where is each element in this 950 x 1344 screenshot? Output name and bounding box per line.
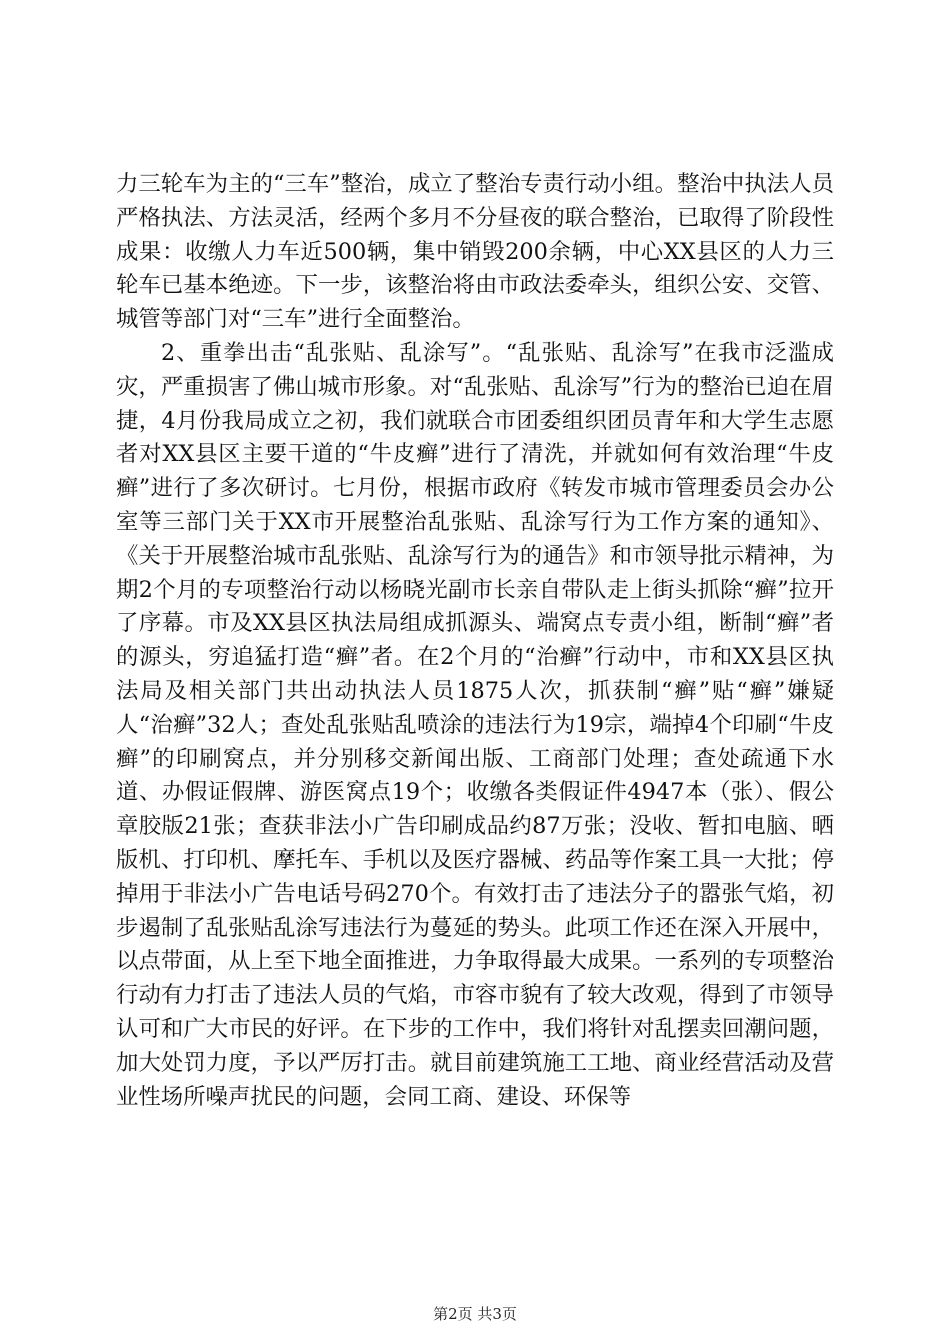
paragraph-1: 力三轮车为主的“三车”整治，成立了整治专责行动小组。整治中执法人员严格执法、方法灵活，经两个多月不分昼夜的联合整治，已取得了阶段性成果：收缴人力车近500辆，集中销毁200余辆，中心XX县区的人力三轮车已基本绝迹。下一步，该整治将由市政法委牵头，组织公安、交管、城管等部门对“三车”进行全面整治。 — [116, 171, 834, 333]
document-body — [116, 168, 834, 1114]
page-footer — [0, 1303, 950, 1324]
paragraph-2: 2、重拳出击“乱张贴、乱涂写”。“乱张贴、乱涂写”在我市泛滥成灾，严重损害了佛山城市形象。对“乱张贴、乱涂写”行为的整治已迫在眉捷，4月份我局成立之初，我们就联合市团委组织团员青年和大学生志愿者对XX县区主要干道的“牛皮癣”进行了清洗，并就如何有效治理“牛皮癣”进行了多次研讨。七月份，根据市政府《转发市城市管理委员会办公室等三部门关于XX市开展整治乱张贴、乱涂写行为工作方案的通知》、《关于开展整治城市乱张贴、乱涂写行为的通告》和市领导批示精神，为期2个月的专项整治行动以杨晓光副市长亲自带队走上街头抓除“癣”拉开了序幕。市及XX县区执法局组成抓源头、端窝点专责小组，断制“癣”者的源头，穷追猛打造“癣”者。在2个月的“治癣”行动中，市和XX县区执法局及相关部门共出动执法人员1875人次，抓获制“癣”贴“癣”嫌疑人“治癣”32人；查处乱张贴乱喷涂的违法行为19宗，端掉4个印刷“牛皮癣”的印刷窝点，并分别移交新闻出版、工商部门处理；查处疏通下水道、办假证假牌、游医窝点19个；收缴各类假证件4947本（张）、假公章胶版21张；查获非法小广告印刷成品约87万张；没收、暂扣电脑、晒版机、打印机、摩托车、手机以及医疗器械、药品等作案工具一大批；停掉用于非法小广告电话号码270个。有效打击了违法分子的嚣张气焰，初步遏制了乱张贴乱涂写违法行为蔓延的势头。此项工作还在深入开展中，以点带面，从上至下地全面推进，力争取得最大成果。一系列的专项整治行动有力打击了违法人员的气焰，市容市貌有了较大改观，得到了市领导认可和广大市民的好评。在下步的工作中，我们将针对乱摆卖回潮问题，加大处罚力度，予以严厉打击。就目前建筑施工工地、商业经营活动及营业性场所噪声扰民的问题，会同工商、建设、环保等 — [116, 339, 834, 1110]
page-number-label: 第2页 共3页 — [433, 1305, 517, 1323]
